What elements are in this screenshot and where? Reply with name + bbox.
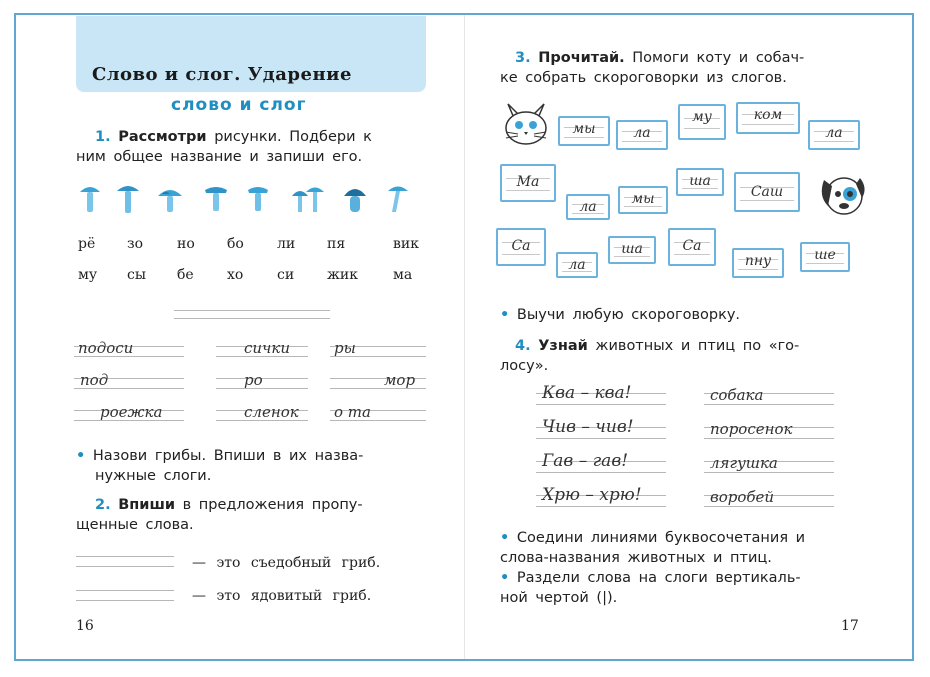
mushroom-icon [78,182,102,216]
handwriting-word[interactable]: роежка [100,403,163,421]
note-connect-line2: слова-названия животных и птиц. [500,550,772,566]
syllable: зо [127,236,144,252]
task4-text1: животных и птиц по «го- [595,338,800,354]
dog-icon [818,166,868,222]
answer-line[interactable] [174,310,330,311]
task1-line1 [95,127,372,147]
syllable: сы [127,267,146,283]
card-text: ла [579,199,597,215]
note-name-mushrooms-line1 [76,446,363,466]
card-text: ше [814,247,836,263]
note-split-line1 [500,568,801,588]
mushroom-icon [386,182,410,216]
animal-call[interactable]: Чив – чив! [542,417,634,437]
animal-call[interactable]: Гав – гав! [542,451,629,471]
mushroom-icon [343,182,367,216]
animal-call[interactable]: Хрю – хрю! [542,485,642,505]
task4-number: 4. [515,338,531,354]
note-split-line2: ной чертой (|). [500,590,618,606]
card-text: Ма [516,174,540,190]
handwriting-word[interactable]: под [80,371,109,389]
syllable: бо [227,236,244,252]
syllable: жик [327,267,358,283]
syllable: пя [327,236,346,252]
writing-line [704,404,834,405]
syllable-card[interactable] [808,120,860,150]
fill-in-line[interactable] [76,556,174,557]
animal-name[interactable]: собака [710,386,764,404]
handwriting-word[interactable]: ры [334,339,356,357]
card-text: Са [511,238,531,254]
syllable-card[interactable] [618,186,668,214]
card-text: ла [633,125,651,141]
card-text: мы [631,191,655,207]
task2-number: 2. [95,497,111,513]
animal-call[interactable]: Ква – ква! [542,383,632,403]
note-learn [500,305,740,325]
fill-in-line[interactable] [76,590,174,591]
task1-text2: ним общее название и запиши его. [76,149,363,165]
task4-line1 [515,336,799,356]
syllable: си [277,267,295,283]
note-name-mushrooms-line2: нужные слоги. [95,468,212,484]
task3-number: 3. [515,50,531,66]
task4-text2: лосу». [500,358,549,374]
card-text: му [692,109,712,125]
card-text: пну [744,253,772,269]
writing-line [536,506,666,507]
handwriting-word[interactable]: сички [244,339,291,357]
fill-in-line [76,566,174,567]
card-text: Саш [750,184,784,200]
syllable-card[interactable] [608,236,656,264]
bullet-icon: • [500,530,510,546]
mushroom-icon [156,182,184,216]
task4-verb: Узнай [538,338,588,354]
task1-text1: рисунки. Подбери к [214,129,372,145]
writing-line [704,438,834,439]
syllable-card[interactable] [668,228,716,266]
fill-in-line [76,600,174,601]
card-text: ла [825,125,843,141]
sentence-edible: — это съедобный гриб. [192,555,381,571]
syllable-card[interactable] [500,164,556,202]
mushroom-icon [116,182,140,216]
animal-name[interactable]: поросенок [710,420,793,438]
bullet-icon: • [500,307,510,323]
note-text: Соедини линиями буквосочетания и [516,530,806,546]
writing-line [704,472,834,473]
page-gutter [464,15,465,659]
card-text: мы [572,121,596,137]
syllable-card[interactable] [496,228,546,266]
task3-line1 [515,48,804,68]
writing-line [536,438,666,439]
page-title: Слово и слог. Ударение [92,64,352,85]
syllable: ли [277,236,296,252]
task2-text1: в предложения пропу- [182,497,363,513]
mushroom-icon [204,182,228,216]
task3-text1: Помоги коту и собач- [632,50,805,66]
card-text: Са [682,238,702,254]
task2-text2: щенные слова. [76,517,194,533]
section-subtitle: слово и слог [171,95,307,115]
syllable: ма [393,267,413,283]
cat-icon [500,96,552,150]
handwriting-word[interactable]: подоси [78,339,134,357]
note-text: Назови грибы. Впиши в их назва- [92,448,364,464]
task1-verb: Рассмотри [118,129,207,145]
handwriting-word[interactable]: мор [384,371,416,389]
writing-line [704,506,834,507]
note-connect-line1 [500,528,805,548]
card-text: ша [621,241,643,257]
syllable: но [177,236,195,252]
page-number-right: 17 [841,618,859,634]
syllable-card[interactable] [800,242,850,272]
syllable-card[interactable] [736,102,800,134]
sentence-poisonous: — это ядовитый гриб. [192,588,372,604]
syllable: хо [227,267,244,283]
syllable: му [78,267,98,283]
task3-verb: Прочитай. [538,50,625,66]
note-text: Выучи любую скороговорку. [516,307,741,323]
task2-verb: Впиши [118,497,176,513]
handwriting-word[interactable]: ро [244,371,263,389]
handwriting-word[interactable]: о та [334,403,371,421]
card-text: ком [753,107,783,123]
syllable: бе [177,267,194,283]
writing-line [536,404,666,405]
page-number-left: 16 [76,618,94,634]
task2-line1 [95,495,363,515]
bullet-icon: • [500,570,510,586]
answer-line [174,318,330,319]
animal-name[interactable]: воробей [710,488,775,506]
animal-name[interactable]: лягушка [710,454,778,472]
syllable: рё [78,236,96,252]
syllable-card[interactable] [732,248,784,278]
card-text: ла [568,257,586,273]
card-text: ша [689,173,711,189]
bullet-icon: • [76,448,86,464]
syllable-card[interactable] [556,252,598,278]
syllable-card[interactable] [616,120,668,150]
writing-line [536,472,666,473]
syllable-card[interactable] [558,116,610,146]
syllable-card[interactable] [734,172,800,212]
syllable-card[interactable] [678,104,726,140]
handwriting-word[interactable]: сленок [244,403,299,421]
task3-text2: ке собрать скороговорки из слогов. [500,70,787,86]
task1-number: 1. [95,129,111,145]
syllable: вик [393,236,419,252]
syllable-card[interactable] [566,194,610,220]
mushroom-icon [290,182,326,216]
note-text: Раздели слова на слоги вертикаль- [516,570,801,586]
mushroom-icon [246,182,270,216]
syllable-card[interactable] [676,168,724,196]
